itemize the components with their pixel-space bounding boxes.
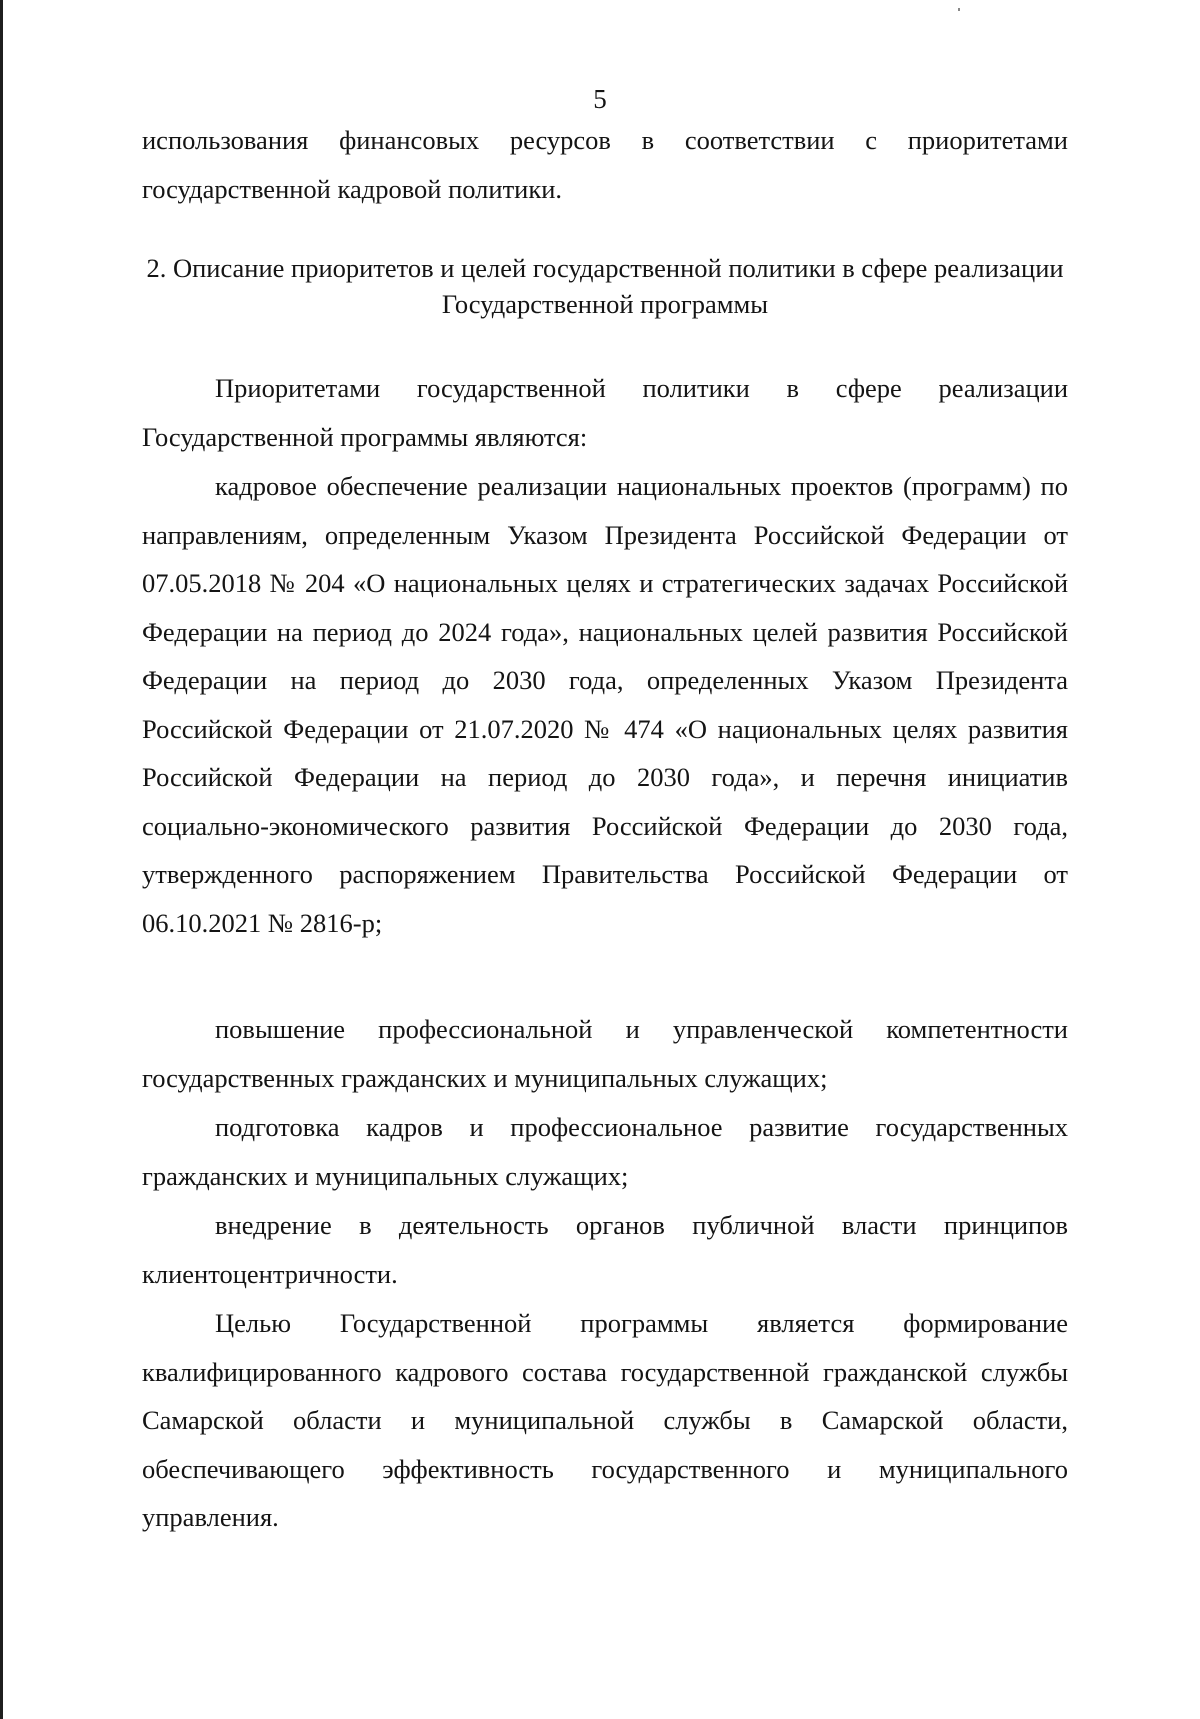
page-number: 5 <box>593 84 607 114</box>
paragraph-program-goal: Целью Государственной программы является формирование квалифицированного кадрового состава государственной гражданской службы Самарской области и муниципальной службы в Самарской области, обеспечивающего эффективность государственного и муниципального управления. <box>142 1308 1068 1532</box>
scan-left-edge <box>0 0 3 1719</box>
paragraph-priority-client-centric: внедрение в деятельность органов публичной власти принципов клиентоцентричности. <box>142 1210 1068 1289</box>
paragraph-priority-competence: повышение профессиональной и управленческой компетентности государственных гражданских и муниципальных служащих; <box>142 1014 1068 1093</box>
paragraph-continuation: использования финансовых ресурсов в соответствии с приоритетами государственной кадровой политики. <box>142 125 1068 204</box>
paragraph-priorities-intro: Приоритетами государственной политики в сфере реализации Государственной программы являются: <box>142 373 1068 452</box>
section-heading: 2. Описание приоритетов и целей государственной политики в сфере реализации Государственной программы <box>146 253 1064 319</box>
paragraph-priority-training: подготовка кадров и профессиональное развитие государственных гражданских и муниципальных служащих; <box>142 1112 1068 1191</box>
scan-artifact <box>958 8 960 11</box>
paragraph-priority-staffing: кадровое обеспечение реализации национальных проектов (программ) по направлениям, определенным Указом Президента Российской Федерации от 07.05.2018 № 204 «О национальных целях и стратегических задачах Российской Федерации на период до 2024 года», национальных целей развития Российской Федерации на период до 2030 года, определенных Указом Президента Российской Федерации от 21.07.2020 № 474 «О национальных целях развития Российской Федерации на период до 2030 года», и перечня инициатив социально-экономического развития Российской Федерации до 2030 года, утвержденного распоряжением Правительства Российской Федерации от 06.10.2021 № 2816-р; <box>142 471 1068 938</box>
